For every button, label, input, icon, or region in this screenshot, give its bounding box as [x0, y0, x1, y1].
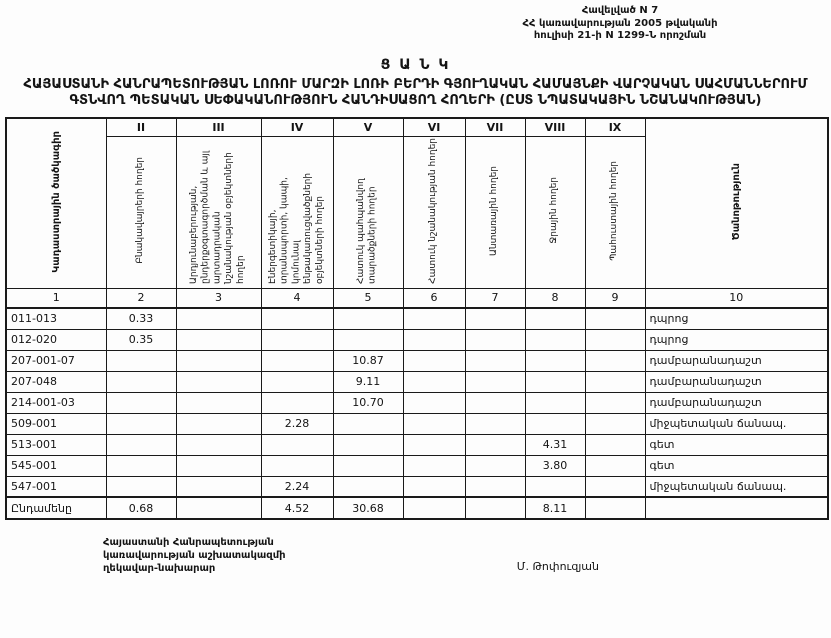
- column-number-cell: 8: [525, 288, 585, 308]
- value-cell: [525, 392, 585, 413]
- column-header-label: Պահուստային հողեր: [609, 160, 620, 261]
- cadastral-code-cell: 545-001: [6, 455, 106, 476]
- column-header-cell: [465, 136, 525, 288]
- column-number-cell: 1: [6, 288, 106, 308]
- value-cell: 8.11: [525, 497, 585, 519]
- annex-line: Հավելված N 7: [581, 5, 659, 16]
- roman-numeral-cell: IV: [261, 118, 333, 136]
- value-cell: [106, 413, 176, 434]
- value-cell: 9.11: [333, 371, 403, 392]
- value-cell: 30.68: [333, 497, 403, 519]
- note-header-cell: [645, 118, 828, 288]
- signatory-title-block: [103, 536, 286, 575]
- column-header-cell: [176, 136, 261, 288]
- value-cell: [585, 308, 645, 329]
- document-subtitle: ՀԱՅԱՍՏԱՆԻ ՀԱՆՐԱՊԵՏՈՒԹՅԱՆ ԼՈՌՈՒ ՄԱՐԶԻ ԼՈՌԻ ԲԵՐԴԻ ԳՅՈՒՂԱԿԱՆ ՀԱՄԱՅՆՔԻ ՎԱՐՉԱԿԱՆ ՍԱՀՄԱՆՆԵՐՈՒՄ ԳՏՆՎՈՂ ՊԵՏԱԿԱՆ ՍԵՓԱԿԱՆՈՒԹՅՈՒՆ ՀԱՆԴԻՍԱՑՈՂ ՀՈՂԵՐԻ (ԸՍՏ ՆՊԱՏԱԿԱՅԻՆ ՆՇԱՆԱԿՈՒԹՅԱՆ): [23, 76, 808, 108]
- value-cell: [465, 308, 525, 329]
- note-cell: դամբարանադաշտ: [645, 392, 828, 413]
- value-cell: [525, 350, 585, 371]
- note-cell: միջպետական ճանապ.: [645, 413, 828, 434]
- value-cell: [106, 455, 176, 476]
- cadastral-code-cell: 509-001: [6, 413, 106, 434]
- column-header-label: Անտառային հողեր: [489, 165, 500, 256]
- value-cell: [261, 392, 333, 413]
- value-cell: 2.28: [261, 413, 333, 434]
- value-cell: [261, 434, 333, 455]
- signatory-name: Մ. Թոփուզյան: [516, 560, 599, 573]
- note-cell: դպրոց: [645, 308, 828, 329]
- column-number-row: [6, 288, 828, 308]
- value-cell: [525, 371, 585, 392]
- value-cell: [176, 455, 261, 476]
- value-cell: [465, 455, 525, 476]
- value-cell: [176, 392, 261, 413]
- value-cell: [585, 497, 645, 519]
- footer: [0, 536, 831, 575]
- value-cell: [403, 329, 465, 350]
- column-header-cell: [261, 136, 333, 288]
- value-cell: [585, 413, 645, 434]
- column-header-label: Հատուկ նշանակության հողեր: [428, 137, 439, 284]
- table-row: [6, 329, 828, 350]
- value-cell: [403, 371, 465, 392]
- corner-header-label: Կադաստրային ծածկագիր: [50, 130, 62, 273]
- value-cell: [403, 413, 465, 434]
- value-cell: [403, 455, 465, 476]
- annex-line: ՀՀ կառավարության 2005 թվականի: [522, 17, 718, 29]
- value-cell: [333, 329, 403, 350]
- column-header-cell: [403, 136, 465, 288]
- note-cell: [645, 497, 828, 519]
- document-title: Ց Ա Ն Կ: [380, 56, 451, 73]
- column-header-cell: [585, 136, 645, 288]
- note-cell: միջպետական ճանապ.: [645, 476, 828, 497]
- value-cell: [465, 413, 525, 434]
- value-cell: [465, 434, 525, 455]
- column-number-cell: 3: [176, 288, 261, 308]
- value-cell: [525, 413, 585, 434]
- value-cell: [106, 350, 176, 371]
- cadastral-code-cell: 207-048: [6, 371, 106, 392]
- roman-numeral-cell: VIII: [525, 118, 585, 136]
- value-cell: [403, 497, 465, 519]
- cadastral-code-cell: 214-001-03: [6, 392, 106, 413]
- value-cell: [585, 392, 645, 413]
- column-number-cell: 2: [106, 288, 176, 308]
- column-number-cell: 10: [645, 288, 828, 308]
- value-cell: [176, 476, 261, 497]
- value-cell: [106, 371, 176, 392]
- column-header-cell: [525, 136, 585, 288]
- value-cell: 3.80: [525, 455, 585, 476]
- value-cell: [333, 413, 403, 434]
- value-cell: [106, 434, 176, 455]
- roman-numeral-cell: III: [176, 118, 261, 136]
- value-cell: [465, 350, 525, 371]
- note-cell: դպրոց: [645, 329, 828, 350]
- value-cell: [403, 350, 465, 371]
- value-cell: [585, 371, 645, 392]
- roman-numeral-cell: VI: [403, 118, 465, 136]
- value-cell: 2.24: [261, 476, 333, 497]
- note-cell: դամբարանադաշտ: [645, 350, 828, 371]
- value-cell: [585, 329, 645, 350]
- signatory-title-line: Հայաստանի Հանրապետության: [103, 537, 274, 548]
- value-cell: 4.31: [525, 434, 585, 455]
- cadastral-code-cell: 513-001: [6, 434, 106, 455]
- column-number-cell: 9: [585, 288, 645, 308]
- table-row: [6, 476, 828, 497]
- land-parcels-table: [5, 117, 829, 520]
- value-cell: [261, 308, 333, 329]
- value-cell: [465, 371, 525, 392]
- column-header-label: Հատուկ պահպանվող տարածքների հողեր: [356, 177, 378, 284]
- cadastral-code-cell: 547-001: [6, 476, 106, 497]
- value-cell: [176, 308, 261, 329]
- table-row: [6, 434, 828, 455]
- roman-numeral-cell: II: [106, 118, 176, 136]
- value-cell: [525, 476, 585, 497]
- value-cell: [585, 434, 645, 455]
- value-cell: [585, 455, 645, 476]
- corner-header-cell: [6, 118, 106, 288]
- value-cell: [176, 434, 261, 455]
- value-cell: [403, 476, 465, 497]
- value-cell: [333, 476, 403, 497]
- table-body: [6, 308, 828, 519]
- value-cell: [106, 476, 176, 497]
- column-number-cell: 4: [261, 288, 333, 308]
- value-cell: 0.33: [106, 308, 176, 329]
- value-cell: 0.68: [106, 497, 176, 519]
- value-cell: [333, 455, 403, 476]
- value-cell: 10.70: [333, 392, 403, 413]
- signatory-title-line: ղեկավար-նախարար: [103, 563, 216, 574]
- roman-numeral-row: [6, 118, 828, 136]
- value-cell: [176, 413, 261, 434]
- signatory-title-line: կառավարության աշխատակազմի: [103, 550, 286, 561]
- cadastral-code-cell: 011-013: [6, 308, 106, 329]
- table-row: [6, 350, 828, 371]
- column-header-label: Արդյունաբերության, ընդերքօգտագործման և այլ արտադրական նշանակության օբյեկտների հողեր: [189, 150, 247, 284]
- roman-numeral-cell: VII: [465, 118, 525, 136]
- column-number-cell: 7: [465, 288, 525, 308]
- value-cell: [261, 371, 333, 392]
- value-cell: [333, 308, 403, 329]
- table-row: [6, 413, 828, 434]
- total-row: [6, 497, 828, 519]
- table-row: [6, 392, 828, 413]
- column-header-cell: [106, 136, 176, 288]
- value-cell: 10.87: [333, 350, 403, 371]
- value-cell: [465, 392, 525, 413]
- value-cell: [176, 329, 261, 350]
- value-cell: [525, 308, 585, 329]
- value-cell: [585, 476, 645, 497]
- value-cell: [465, 476, 525, 497]
- cadastral-code-cell: 207-001-07: [6, 350, 106, 371]
- note-cell: գետ: [645, 455, 828, 476]
- value-cell: [465, 497, 525, 519]
- table-row: [6, 455, 828, 476]
- value-cell: [106, 392, 176, 413]
- value-cell: [261, 329, 333, 350]
- value-cell: [261, 455, 333, 476]
- table-row: [6, 308, 828, 329]
- value-cell: [525, 329, 585, 350]
- value-cell: [261, 350, 333, 371]
- value-cell: 4.52: [261, 497, 333, 519]
- value-cell: [465, 329, 525, 350]
- value-cell: [585, 350, 645, 371]
- table-row: [6, 371, 828, 392]
- column-number-cell: 6: [403, 288, 465, 308]
- note-cell: գետ: [645, 434, 828, 455]
- cadastral-code-cell: 012-020: [6, 329, 106, 350]
- column-header-label: Ջրային հողեր: [549, 177, 560, 244]
- cadastral-code-cell: Ընդամենը: [6, 497, 106, 519]
- note-header-label: Ծանոթություն: [730, 163, 742, 241]
- roman-numeral-cell: V: [333, 118, 403, 136]
- value-cell: 0.35: [106, 329, 176, 350]
- value-cell: [403, 392, 465, 413]
- value-cell: [176, 497, 261, 519]
- annex-block: [470, 5, 770, 43]
- note-cell: դամբարանադաշտ: [645, 371, 828, 392]
- column-header-label: Էներգետիկայի, տրանսպորտի, կապի, կոմունալ ենթակառուցվածքների օբյեկտների հողեր: [267, 172, 325, 284]
- column-number-cell: 5: [333, 288, 403, 308]
- column-header-label: Բնակավայրերի հողեր: [135, 157, 146, 264]
- column-header-cell: [333, 136, 403, 288]
- value-cell: [403, 308, 465, 329]
- value-cell: [176, 371, 261, 392]
- value-cell: [333, 434, 403, 455]
- annex-line: հուլիսի 21-ի N 1299-Ն որոշման: [533, 30, 707, 41]
- value-cell: [176, 350, 261, 371]
- roman-numeral-cell: IX: [585, 118, 645, 136]
- value-cell: [403, 434, 465, 455]
